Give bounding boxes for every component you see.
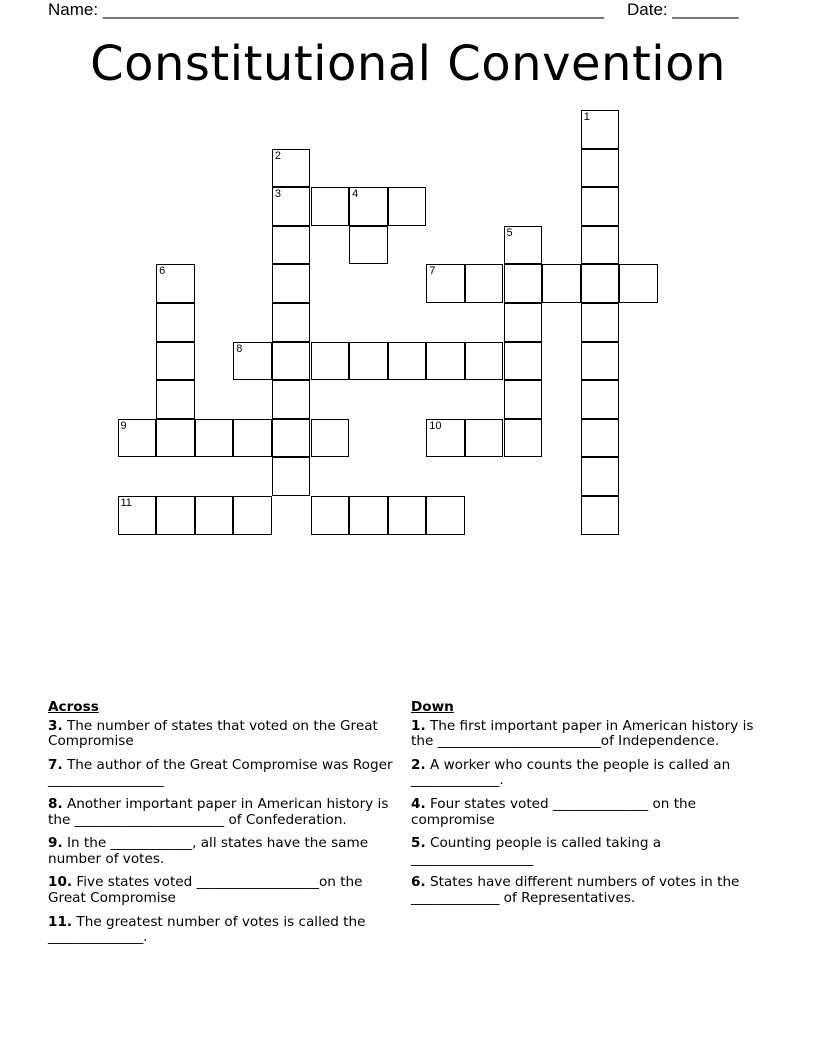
- down-clue: [411, 797, 761, 828]
- crossword-cell[interactable]: [272, 187, 311, 226]
- crossword-cell[interactable]: [272, 457, 311, 496]
- cell-number: 9: [120, 419, 127, 432]
- crossword-cell[interactable]: [349, 226, 388, 265]
- date-blank[interactable]: _______: [672, 0, 739, 19]
- crossword-cell[interactable]: [388, 187, 427, 226]
- crossword-cell[interactable]: [349, 496, 388, 535]
- clue-text: A worker who counts the people is called an _____________.: [411, 756, 731, 789]
- crossword-cell[interactable]: [581, 419, 620, 458]
- crossword-cell[interactable]: [311, 419, 350, 458]
- clue-number: 8.: [48, 795, 63, 812]
- crossword-cell[interactable]: [465, 419, 504, 458]
- clue-number: 3.: [48, 717, 63, 734]
- clue-text: States have different numbers of votes in the _____________ of Representatives.: [411, 874, 740, 906]
- clue-text: Four states voted ______________ on the compromise: [411, 795, 697, 828]
- down-clue: [411, 758, 761, 789]
- crossword-cell[interactable]: [504, 303, 543, 342]
- crossword-cell[interactable]: [156, 380, 195, 419]
- clue-text: The first important paper in American history is the ________________________of Independence.: [411, 717, 754, 750]
- crossword-cell[interactable]: [233, 496, 272, 535]
- across-clue-list: [48, 719, 393, 946]
- crossword-cell[interactable]: [426, 342, 465, 381]
- cell-number: 1: [583, 111, 590, 123]
- cell-number: 10: [429, 419, 442, 432]
- clue-number: 4.: [411, 795, 426, 812]
- clue-number: 6.: [411, 874, 426, 891]
- clue-text: Five states voted __________________on the Great Compromise: [48, 874, 363, 906]
- clue-text: The greatest number of votes is called the ______________.: [48, 913, 366, 946]
- across-heading: Across: [48, 699, 99, 715]
- crossword-cell[interactable]: [426, 419, 465, 458]
- clue-number: 10.: [48, 874, 73, 891]
- crossword-cell[interactable]: [581, 264, 620, 303]
- crossword-cell[interactable]: [156, 264, 195, 303]
- crossword-cell[interactable]: [465, 264, 504, 303]
- down-clue: [411, 875, 761, 906]
- crossword-cell[interactable]: [388, 342, 427, 381]
- crossword-cell[interactable]: [272, 149, 311, 188]
- cell-number: 8: [236, 342, 243, 355]
- clue-number: 5.: [411, 835, 426, 852]
- clue-text: In the ____________, all states have the same number of votes.: [48, 835, 369, 867]
- crossword-cell[interactable]: [426, 264, 465, 303]
- crossword-cell[interactable]: [581, 380, 620, 419]
- clue-number: 11.: [48, 913, 73, 930]
- crossword-cell[interactable]: [581, 110, 620, 149]
- crossword-cell[interactable]: [118, 496, 157, 535]
- cell-number: 7: [429, 265, 436, 278]
- clue-number: 1.: [411, 717, 426, 734]
- clue-text: Another important paper in American history is the ______________________ of Confederation.: [48, 795, 389, 828]
- across-clue: [48, 875, 393, 906]
- down-clue: [411, 836, 761, 867]
- crossword-cell[interactable]: [272, 264, 311, 303]
- crossword-cell[interactable]: [581, 496, 620, 535]
- crossword-cell[interactable]: [349, 342, 388, 381]
- clue-text: The number of states that voted on the Great Compromise: [48, 717, 378, 750]
- crossword-cell[interactable]: [465, 342, 504, 381]
- cell-number: 6: [159, 265, 166, 278]
- crossword-cell[interactable]: [156, 303, 195, 342]
- crossword-cell[interactable]: [581, 226, 620, 265]
- name-label: Name:: [48, 0, 99, 19]
- cell-number: 11: [120, 497, 132, 509]
- crossword-cell[interactable]: [426, 496, 465, 535]
- crossword-cell[interactable]: [581, 149, 620, 188]
- crossword-cell[interactable]: [118, 419, 157, 458]
- across-clues: [48, 700, 393, 954]
- clue-number: 2.: [411, 756, 426, 773]
- down-heading: Down: [411, 699, 454, 715]
- cell-number: 4: [352, 188, 359, 201]
- crossword-cell[interactable]: [504, 419, 543, 458]
- crossword-cell[interactable]: [311, 187, 350, 226]
- across-clue: [48, 915, 393, 946]
- crossword-cell[interactable]: [619, 264, 658, 303]
- crossword-cell[interactable]: [272, 342, 311, 381]
- crossword-cell[interactable]: [272, 419, 311, 458]
- name-blank[interactable]: _____________________________________________________: [102, 0, 604, 19]
- crossword-cell[interactable]: [272, 226, 311, 265]
- across-clue: [48, 758, 393, 789]
- crossword-cell[interactable]: [581, 303, 620, 342]
- crossword-cell[interactable]: [156, 419, 195, 458]
- clue-text: The author of the Great Compromise was Roger _________________: [48, 756, 393, 789]
- crossword-cell[interactable]: [156, 496, 195, 535]
- clue-number: 9.: [48, 835, 63, 852]
- crossword-cell[interactable]: [504, 380, 543, 419]
- crossword-cell[interactable]: [272, 380, 311, 419]
- cell-number: 3: [274, 188, 282, 201]
- crossword-cell[interactable]: [311, 342, 350, 381]
- crossword-cell[interactable]: [581, 457, 620, 496]
- crossword-cell[interactable]: [195, 496, 234, 535]
- crossword-cell[interactable]: [195, 419, 234, 458]
- crossword-cell[interactable]: [272, 303, 311, 342]
- cell-number: 5: [506, 226, 513, 239]
- crossword-cell[interactable]: [388, 496, 427, 535]
- page-title: Constitutional Convention: [90, 36, 726, 92]
- crossword-cell[interactable]: [581, 187, 620, 226]
- crossword-cell[interactable]: [504, 226, 543, 265]
- clue-number: 7.: [48, 756, 63, 773]
- down-clues: [411, 700, 761, 915]
- crossword-cell[interactable]: [504, 342, 543, 381]
- crossword-cell[interactable]: [233, 419, 272, 458]
- crossword-cell[interactable]: [581, 342, 620, 381]
- across-clue: [48, 719, 393, 750]
- crossword-cell[interactable]: [156, 342, 195, 381]
- clue-text: Counting people is called taking a __________________: [411, 835, 662, 867]
- crossword-cell[interactable]: [349, 187, 388, 226]
- crossword-cell[interactable]: [504, 264, 543, 303]
- across-clue: [48, 836, 393, 867]
- crossword-cell[interactable]: [311, 496, 350, 535]
- crossword-cell[interactable]: [542, 264, 581, 303]
- crossword-cell[interactable]: [233, 342, 272, 381]
- cell-number: 2: [274, 149, 282, 162]
- down-clue-list: [411, 719, 761, 907]
- down-clue: [411, 719, 761, 750]
- date-label: Date:: [627, 0, 668, 19]
- across-clue: [48, 797, 393, 828]
